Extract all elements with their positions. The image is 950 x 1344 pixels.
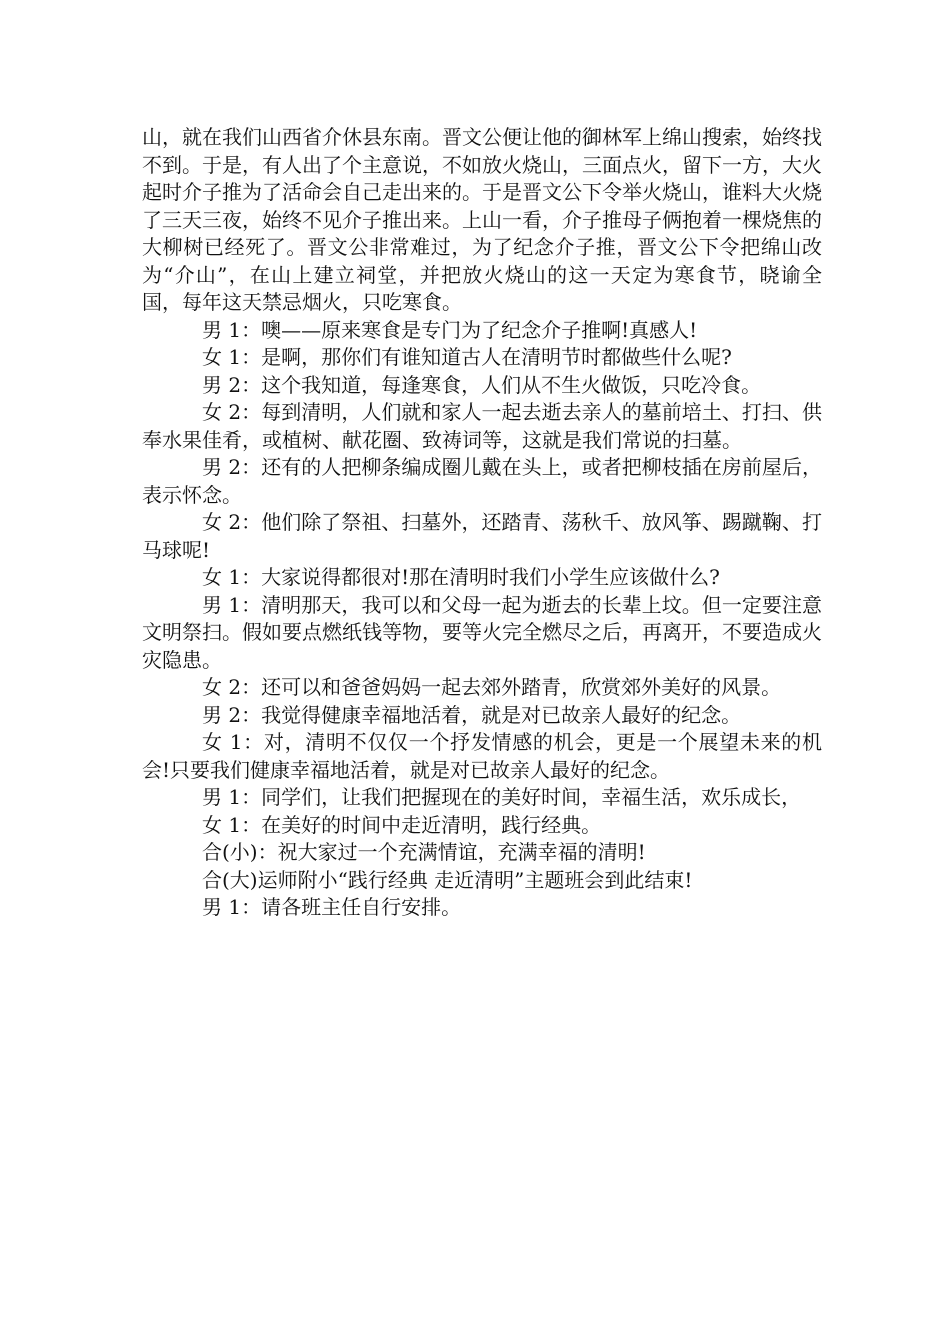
paragraph: 男 1：同学们，让我们把握现在的美好时间，幸福生活，欢乐成长， [202,785,802,809]
paragraph: 合(小)：祝大家过一个充满情谊，充满幸福的清明! [202,840,646,864]
paragraph: 女 2：每到清明，人们就和家人一起去逝去亲人的墓前培土、打扫、供奉水果佳肴，或植树、献花圈、致祷词等，这就是我们常说的扫墓。 [142,400,822,452]
paragraph: 女 1：在美好的时间中走近清明，践行经典。 [202,812,602,837]
paragraph: 男 1：清明那天，我可以和父母一起为逝去的长辈上坟。但一定要注意文明祭扫。假如要点燃纸钱等物，要等火完全燃尽之后，再离开，不要造成火灾隐患。 [142,592,822,672]
document-body [142,124,822,922]
paragraph: 男 2：这个我知道，每逢寒食，人们从不生火做饭，只吃冷食。 [202,372,762,397]
paragraph: 男 2：我觉得健康幸福地活着，就是对已故亲人最好的纪念。 [202,702,742,727]
paragraph: 合(大)运师附小“践行经典 走近清明”主题班会到此结束! [202,867,693,892]
paragraph: 女 2：他们除了祭祖、扫墓外，还踏青、荡秋千、放风筝、踢蹴鞠、打马球呢! [142,510,822,562]
paragraph: 男 1：噢——原来寒食是专门为了纪念介子推啊!真感人! [202,317,698,342]
paragraph: 男 1：请各班主任自行安排。 [202,895,462,919]
paragraph: 女 2：还可以和爸爸妈妈一起去郊外踏青，欣赏郊外美好的风景。 [202,675,782,699]
paragraph: 女 1：是啊，那你们有谁知道古人在清明节时都做些什么呢? [202,345,732,369]
paragraph: 女 1：大家说得都很对!那在清明时我们小学生应该做什么? [202,565,720,589]
paragraph: 男 2：还有的人把柳条编成圈儿戴在头上，或者把柳枝插在房前屋后，表示怀念。 [142,455,822,507]
paragraph: 女 1：对，清明不仅仅一个抒发情感的机会，更是一个展望未来的机会!只要我们健康幸福地活着，就是对已故亲人最好的纪念。 [142,730,822,782]
paragraph: 山，就在我们山西省介休县东南。晋文公便让他的御林军上绵山搜索，始终找不到。于是，有人出了个主意说，不如放火烧山，三面点火，留下一方，大火起时介子推为了活命会自己走出来的。于是晋文公下令举火烧山，谁料大火烧了三天三夜，始终不见介子推出来。上山一看，介子推母子俩抱着一棵烧焦的大柳树已经死了。晋文公非常难过，为了纪念介子推，晋文公下令把绵山改为“介山”，在山上建立祠堂，并把放火烧山的这一天定为寒食节，晓谕全国，每年这天禁忌烟火，只吃寒食。 [142,125,822,314]
